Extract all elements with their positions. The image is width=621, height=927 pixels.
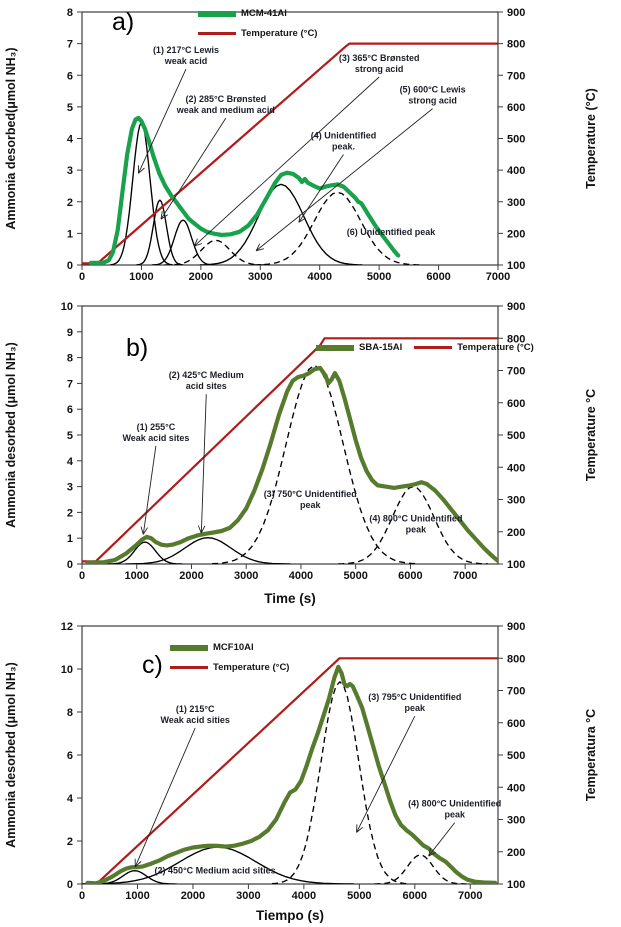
y-left-tick-label: 7 <box>66 38 73 51</box>
legend-entry-series <box>198 8 317 19</box>
component-peak-3 <box>212 365 417 563</box>
legend-entry-temperature <box>414 342 533 353</box>
panel-label-c: c) <box>142 651 163 679</box>
annotation-text-1: (1) 255°C Weak acid sites <box>122 421 190 443</box>
annotation-text-2: (2) 285°C Brønsted weak and medium acid <box>176 94 275 116</box>
x-tick-label: 2000 <box>188 271 214 283</box>
x-tick-label: 3000 <box>236 890 261 902</box>
y-right-tick-label: 100 <box>507 559 526 571</box>
y-left-tick-label: 4 <box>66 455 73 468</box>
y-left-tick-label: 8 <box>66 352 73 365</box>
x-tick-label: 6000 <box>402 890 428 902</box>
temperature-line-swatch <box>414 346 452 349</box>
legend-b <box>316 342 534 353</box>
deconvolution-peaks <box>108 365 489 564</box>
y-right-tick-label: 500 <box>507 750 526 762</box>
annotation-leader-line <box>138 69 186 173</box>
annotation-text-4: (4) Unidentified peak. <box>310 130 377 152</box>
y-left-tick-label: 0 <box>66 559 73 571</box>
legend-temperature-label: Temperature (°C) <box>213 662 290 673</box>
x-tick-label: 5000 <box>366 271 392 283</box>
annotation-arrowhead <box>198 526 201 533</box>
annotation-text-1: (1) 215°C Weak acid sities <box>160 704 230 725</box>
y-axis-left <box>61 301 82 571</box>
y-left-tick-label: 5 <box>66 430 73 442</box>
component-peak-2 <box>125 538 291 564</box>
y-left-axis-title: Ammonia desorbed (μmol NH₃) <box>4 342 18 528</box>
legend-temperature-label: Temperature (°C) <box>241 28 318 39</box>
legend-series-label: SBA-15Al <box>359 342 403 353</box>
y-right-tick-label: 600 <box>507 101 526 114</box>
y-left-tick-label: 12 <box>60 621 73 633</box>
y-left-tick-label: 7 <box>66 378 73 391</box>
x-tick-label: 4000 <box>291 890 317 902</box>
temperature-series <box>82 44 498 264</box>
y-left-tick-label: 9 <box>66 326 73 339</box>
deconvolution-peaks <box>110 123 421 265</box>
x-tick-label: 4000 <box>288 570 314 582</box>
x-axis <box>79 265 510 283</box>
x-tick-label: 6000 <box>398 570 423 582</box>
component-peak-4 <box>200 184 363 265</box>
annotation-text-3: (3) 750°C Unidentified peak <box>263 488 357 510</box>
x-axis <box>79 884 483 923</box>
y-left-tick-label: 6 <box>66 750 73 762</box>
annotation-leader-line <box>143 446 156 534</box>
x-tick-label: 6000 <box>426 271 451 283</box>
panel-label-a: a) <box>112 8 135 36</box>
x-tick-label: 5000 <box>347 890 372 902</box>
series-line-swatch <box>316 345 354 351</box>
annotation-text-4: (4) 800°C Unidentified peak <box>369 513 463 535</box>
legend-entry-series <box>316 342 402 353</box>
temperature-line-swatch <box>170 666 208 669</box>
y-right-tick-label: 400 <box>507 462 526 475</box>
x-axis <box>79 564 477 606</box>
y-right-tick-label: 700 <box>507 685 526 698</box>
chart-panel-c <box>0 618 621 927</box>
y-left-tick-label: 6 <box>66 404 73 417</box>
annotation-leader-line <box>299 155 344 223</box>
component-peak-3 <box>272 682 408 884</box>
y-axis-left <box>67 7 82 272</box>
legend-entry-temperature <box>170 662 289 673</box>
y-left-tick-label: 4 <box>66 133 73 146</box>
annotation-leader-line <box>135 728 195 867</box>
legend-entry-temperature <box>198 28 317 39</box>
x-tick-label: 0 <box>78 890 86 902</box>
y-right-tick-label: 700 <box>507 70 526 83</box>
y-left-tick-label: 3 <box>66 481 73 494</box>
y-right-tick-label: 600 <box>507 397 526 410</box>
x-tick-label: 4000 <box>307 271 332 283</box>
y-right-tick-label: 200 <box>507 526 526 539</box>
series-line-swatch <box>198 11 236 17</box>
x-axis-title: Tiempo (s) <box>255 908 325 923</box>
x-tick-label: 1000 <box>129 271 154 283</box>
y-right-tick-label: 800 <box>507 653 526 666</box>
y-left-tick-label: 10 <box>60 664 73 676</box>
x-tick-label: 2000 <box>180 890 206 902</box>
chart-a-canvas <box>0 0 621 296</box>
y-left-tick-label: 2 <box>66 507 73 520</box>
y-right-tick-label: 200 <box>507 846 526 859</box>
y-right-tick-label: 100 <box>507 879 526 891</box>
y-left-tick-label: 4 <box>66 793 73 805</box>
legend-series-label: MCF10Al <box>213 642 254 653</box>
x-tick-label: 2000 <box>179 570 204 582</box>
x-tick-label: 3000 <box>248 271 273 283</box>
chart-c-canvas <box>0 618 621 927</box>
y-left-tick-label: 2 <box>66 196 73 209</box>
annotation-text-6: (6) Unidentified peak <box>346 226 436 237</box>
y-left-axis-title: Ammonia desorbed(μmol NH₃) <box>4 47 18 230</box>
legend-temperature-label: Temperature (°C) <box>457 342 534 353</box>
y-left-tick-label: 5 <box>66 101 73 114</box>
legend-series-label: MCM-41Al <box>241 8 287 19</box>
x-tick-label: 7000 <box>458 890 483 902</box>
y-right-tick-label: 900 <box>507 301 526 313</box>
y-right-tick-label: 100 <box>507 260 526 272</box>
x-axis-title: Time (s) <box>264 591 316 606</box>
y-right-tick-label: 500 <box>507 133 526 146</box>
x-tick-label: 3000 <box>233 570 259 582</box>
y-right-tick-label: 300 <box>507 494 526 507</box>
y-axis-left <box>61 621 82 891</box>
y-left-tick-label: 8 <box>66 707 73 719</box>
y-left-tick-label: 2 <box>66 836 73 848</box>
annotation-text-5: (5) 600°C Lewis strong acid <box>399 84 466 106</box>
annotation-text-4: (4) 800°C Unidentified peak <box>408 798 502 820</box>
chart-panel-a <box>0 0 621 296</box>
annotations <box>122 370 462 534</box>
x-tick-label: 0 <box>78 570 86 582</box>
x-tick-label: 0 <box>78 271 86 283</box>
x-tick-label: 7000 <box>452 570 478 582</box>
annotation-arrowhead <box>141 527 143 535</box>
series-line-swatch <box>170 645 208 651</box>
y-axis-right <box>498 7 525 272</box>
x-tick-label: 1000 <box>124 570 149 582</box>
y-right-axis-title: Temperatura °C <box>584 708 598 802</box>
y-left-tick-label: 6 <box>66 70 73 83</box>
y-right-tick-label: 800 <box>507 333 526 346</box>
annotation-leader-line <box>357 716 415 832</box>
x-tick-label: 5000 <box>343 570 368 582</box>
plot-frame <box>82 12 498 265</box>
legend-c <box>170 642 289 673</box>
y-left-tick-label: 0 <box>66 879 73 891</box>
y-left-tick-label: 10 <box>60 301 73 313</box>
y-right-tick-label: 600 <box>507 717 526 730</box>
annotation-text-2: (2) 425°C Medium acid sites <box>168 370 244 392</box>
x-tick-label: 7000 <box>485 271 511 283</box>
annotation-leader-line <box>161 118 226 219</box>
y-left-tick-label: 8 <box>66 7 73 19</box>
temperature-line-swatch <box>198 32 236 35</box>
annotation-leader-line <box>201 394 206 533</box>
y-left-tick-label: 1 <box>66 228 73 241</box>
y-left-tick-label: 0 <box>66 260 73 272</box>
y-right-axis-title: Temperature (°C) <box>584 88 598 189</box>
y-right-tick-label: 300 <box>507 196 526 209</box>
y-right-tick-label: 900 <box>507 621 526 633</box>
annotation-text-3: (3) 365°C Brønsted strong acid <box>338 53 420 75</box>
y-axis-right <box>498 621 525 891</box>
annotation-text-2: (2) 450°C Medium acid sities <box>154 865 276 876</box>
annotation-text-1: (1) 217°C Lewis weak acid <box>152 45 220 67</box>
y-right-tick-label: 900 <box>507 7 526 19</box>
y-right-axis-title: Temperature °C <box>584 388 598 482</box>
y-right-tick-label: 300 <box>507 814 526 827</box>
y-right-tick-label: 200 <box>507 228 526 241</box>
main-series <box>88 368 499 563</box>
annotation-leader-line <box>429 823 455 856</box>
chart-panel-b <box>0 296 621 618</box>
panel-label-b: b) <box>126 334 149 362</box>
annotation-text-3: (3) 795°C Unidentified peak <box>368 692 462 714</box>
y-right-tick-label: 500 <box>507 430 526 442</box>
y-right-tick-label: 800 <box>507 38 526 51</box>
y-right-tick-label: 400 <box>507 782 526 795</box>
y-right-tick-label: 700 <box>507 365 526 378</box>
legend-entry-series <box>170 642 289 653</box>
component-peak-3 <box>152 220 214 265</box>
x-tick-label: 1000 <box>125 890 150 902</box>
y-right-tick-label: 400 <box>507 165 526 178</box>
legend-a <box>198 8 317 39</box>
component-peak-5 <box>164 240 267 265</box>
y-left-axis-title: Ammonia desorbed (μmol NH₃) <box>4 662 18 848</box>
y-left-tick-label: 3 <box>66 165 73 178</box>
y-left-tick-label: 1 <box>66 533 73 546</box>
